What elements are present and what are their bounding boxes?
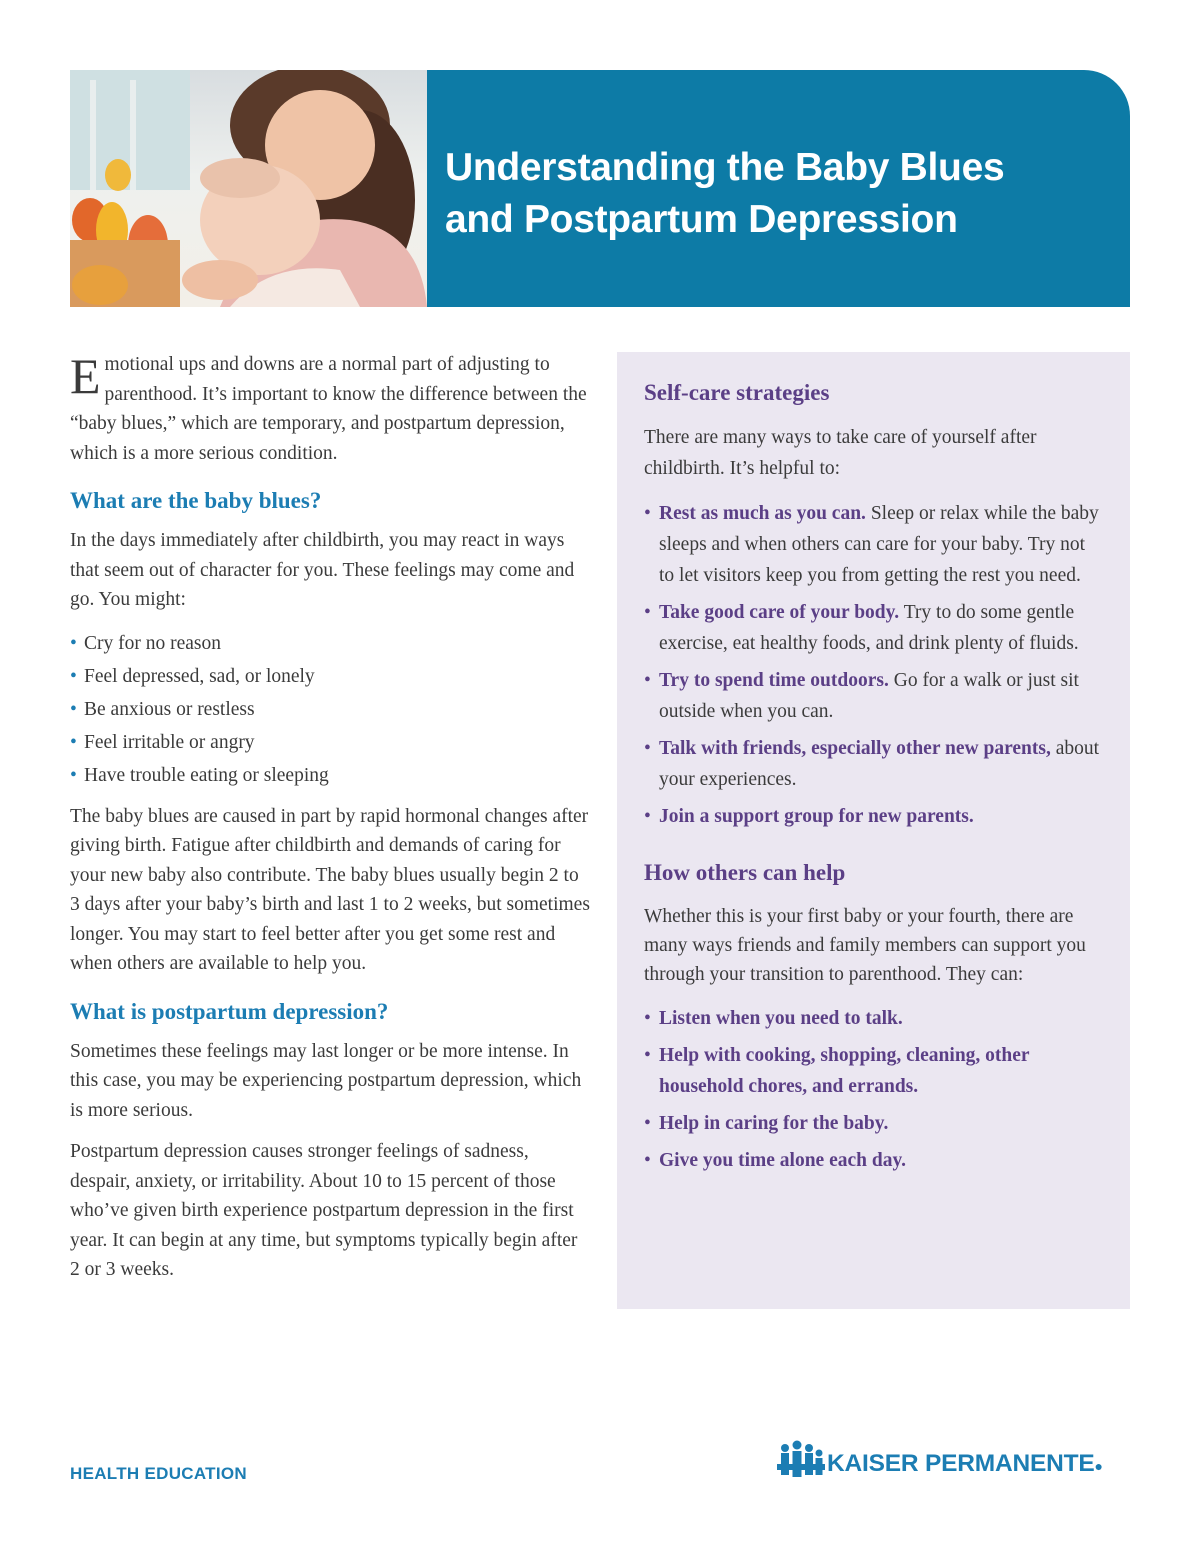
bullet-icon: •	[70, 698, 77, 720]
baby-blues-heading: What are the baby blues?	[70, 488, 322, 513]
list-item: • Help with cooking, shopping, cleaning, other household chores, and errands.	[644, 1040, 1104, 1102]
page-title: Understanding the Baby Blues and Postpartum Depression	[445, 146, 1005, 241]
kaiser-permanente-wordmark: KAISER PERMANENTE●	[827, 1450, 1103, 1477]
bullet-icon: •	[644, 1008, 651, 1029]
others-help-list	[644, 1003, 1104, 1176]
kaiser-permanente-people-logo-icon	[777, 1440, 825, 1485]
intro-paragraph	[70, 350, 590, 468]
self-care-heading: Self-care strategies	[644, 380, 830, 405]
self-care-intro: There are many ways to take care of yourself after childbirth. It’s helpful to:	[644, 427, 1037, 479]
bullet-icon: •	[644, 670, 651, 691]
list-item: • Be anxious or restless	[70, 693, 590, 726]
list-item: • Listen when you need to talk.	[644, 1003, 1104, 1034]
list-item: • Join a support group for new parents.	[644, 801, 1104, 832]
postpartum-paragraph-1: Sometimes these feelings may last longer or be more intense. In this case, you may be experiencing postpartum depression, which is more serious.	[70, 1040, 582, 1121]
list-item: • Cry for no reason	[70, 627, 590, 660]
health-education-label: HEALTH EDUCATION	[70, 1464, 247, 1483]
baby-blues-body: The baby blues are caused in part by rapid hormonal changes after giving birth. Fatigue after childbirth and demands of caring for your new baby also contribute. The baby blues usually begin 2 to 3 days after your baby’s birth and last 1 to 2 weeks, but sometimes longer. You may start to feel better after you get some rest and when others are available to help you.	[70, 805, 590, 974]
list-item: • Take good care of your body. Try to do some gentle exercise, eat healthy foods, and drink plenty of fluids.	[644, 597, 1104, 659]
list-item: • Have trouble eating or sleeping	[70, 759, 590, 792]
left-column	[70, 350, 590, 1297]
list-item: • Give you time alone each day.	[644, 1145, 1104, 1176]
postpartum-paragraph-2: Postpartum depression causes stronger feelings of sadness, despair, anxiety, or irritability. About 10 to 15 percent of those who’ve given birth experience postpartum depression in the first year. It can begin at any time, but symptoms typically begin after 2 or 3 weeks.	[70, 1141, 578, 1280]
list-item: • Help in caring for the baby.	[644, 1108, 1104, 1139]
mother-baby-photo	[70, 70, 427, 307]
sidebar-box	[617, 352, 1130, 1309]
intro-text: motional ups and downs are a normal part of adjusting to parenthood. It’s important to know the difference between the “baby blues,” which are temporary, and postpartum depression, which is a more serious condition.	[70, 354, 587, 464]
bullet-icon: •	[644, 738, 651, 759]
baby-blues-intro: In the days immediately after childbirth, you may react in ways that seem out of character for you. These feelings may come and go. You might:	[70, 530, 575, 610]
kaiser-permanente-logo	[777, 1440, 1137, 1485]
header-banner	[70, 70, 1130, 307]
title-panel	[427, 70, 1130, 307]
bullet-icon: •	[644, 1113, 651, 1134]
drop-cap: E	[70, 348, 101, 404]
list-item: • Feel depressed, sad, or lonely	[70, 660, 590, 693]
logo-dot-icon: ●	[1094, 1458, 1103, 1474]
bullet-icon: •	[70, 731, 77, 753]
others-help-heading: How others can help	[644, 860, 846, 885]
bullet-icon: •	[70, 764, 77, 786]
list-item: • Talk with friends, especially other new parents, about your experiences.	[644, 733, 1104, 795]
bullet-icon: •	[644, 503, 651, 524]
bullet-icon: •	[644, 1150, 651, 1171]
list-item: • Rest as much as you can. Sleep or relax while the baby sleeps and when others can care for your baby. Try not to let visitors keep you from getting the rest you need.	[644, 498, 1104, 591]
bullet-icon: •	[70, 665, 77, 687]
self-care-list	[644, 498, 1104, 832]
bullet-icon: •	[644, 1045, 651, 1066]
list-item: • Try to spend time outdoors. Go for a walk or just sit outside when you can.	[644, 665, 1104, 727]
postpartum-heading: What is postpartum depression?	[70, 998, 389, 1024]
list-item: • Feel irritable or angry	[70, 726, 590, 759]
bullet-icon: •	[644, 806, 651, 827]
others-help-intro: Whether this is your first baby or your fourth, there are many ways friends and family members can support you through your transition to parenthood. They can:	[644, 906, 1086, 985]
bullet-icon: •	[70, 632, 77, 654]
bullet-icon: •	[644, 602, 651, 623]
photo-illustration-icon	[70, 70, 427, 307]
baby-blues-list	[70, 627, 590, 792]
